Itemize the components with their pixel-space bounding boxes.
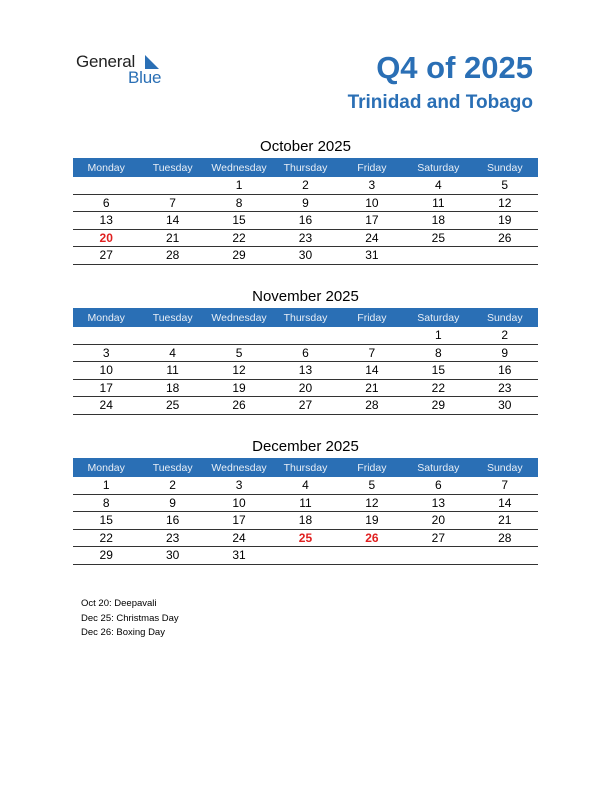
day-cell: 11 (139, 362, 205, 380)
weekday-header-row (73, 458, 538, 477)
weekday-header: Monday (73, 308, 139, 327)
empty-cell (405, 547, 471, 565)
day-cell: 31 (206, 547, 272, 565)
weekday-header: Saturday (405, 308, 471, 327)
empty-cell (405, 247, 471, 265)
day-cell: 17 (339, 212, 405, 230)
day-cell: 1 (206, 177, 272, 194)
weekday-header: Sunday (472, 308, 538, 327)
day-cell: 10 (73, 362, 139, 380)
day-cell: 8 (405, 344, 471, 362)
week-row (73, 477, 538, 494)
day-cell: 19 (339, 512, 405, 530)
day-cell: 23 (472, 379, 538, 397)
weekday-header: Tuesday (139, 458, 205, 477)
month-december (73, 436, 538, 565)
day-cell: 14 (339, 362, 405, 380)
weekday-header: Friday (339, 458, 405, 477)
day-cell: 12 (472, 194, 538, 212)
week-row (73, 362, 538, 380)
day-cell: 9 (472, 344, 538, 362)
week-row (73, 494, 538, 512)
week-row (73, 512, 538, 530)
empty-cell (472, 247, 538, 265)
day-cell: 2 (272, 177, 338, 194)
weekday-header: Saturday (405, 158, 471, 177)
day-cell: 7 (472, 477, 538, 494)
calendar-table (73, 308, 538, 415)
day-cell: 28 (139, 247, 205, 265)
weekday-header-row (73, 308, 538, 327)
day-cell: 7 (339, 344, 405, 362)
day-cell: 31 (339, 247, 405, 265)
day-cell: 24 (206, 529, 272, 547)
day-cell: 6 (272, 344, 338, 362)
day-cell: 15 (206, 212, 272, 230)
day-cell: 24 (339, 229, 405, 247)
day-cell: 19 (206, 379, 272, 397)
day-cell: 19 (472, 212, 538, 230)
day-cell: 5 (472, 177, 538, 194)
week-row (73, 247, 538, 265)
week-row (73, 529, 538, 547)
day-cell: 13 (272, 362, 338, 380)
day-cell: 2 (139, 477, 205, 494)
logo (76, 52, 186, 92)
weekday-header: Friday (339, 158, 405, 177)
day-cell: 29 (405, 397, 471, 415)
day-cell: 8 (73, 494, 139, 512)
weekday-header: Monday (73, 458, 139, 477)
weekday-header: Friday (339, 308, 405, 327)
logo-text-general: General (76, 52, 136, 71)
empty-cell (73, 327, 139, 344)
day-cell: 4 (405, 177, 471, 194)
day-cell: 15 (73, 512, 139, 530)
weekday-header: Sunday (472, 158, 538, 177)
week-row (73, 212, 538, 230)
day-cell: 23 (139, 529, 205, 547)
holiday-note: Dec 25: Christmas Day (81, 612, 179, 624)
day-cell: 30 (139, 547, 205, 565)
day-cell: 3 (206, 477, 272, 494)
day-cell: 11 (405, 194, 471, 212)
day-cell: 9 (139, 494, 205, 512)
day-cell: 1 (405, 327, 471, 344)
calendar-table (73, 158, 538, 265)
day-cell: 16 (139, 512, 205, 530)
day-cell: 27 (73, 247, 139, 265)
day-cell: 13 (405, 494, 471, 512)
empty-cell (339, 547, 405, 565)
day-cell: 27 (405, 529, 471, 547)
day-cell: 4 (139, 344, 205, 362)
logo-text-blue: Blue (128, 68, 162, 87)
weekday-header: Wednesday (206, 308, 272, 327)
day-cell: 18 (405, 212, 471, 230)
week-row (73, 229, 538, 247)
day-cell: 26 (472, 229, 538, 247)
day-cell: 13 (73, 212, 139, 230)
week-row (73, 397, 538, 415)
day-cell: 25 (405, 229, 471, 247)
day-cell: 21 (472, 512, 538, 530)
day-cell: 12 (206, 362, 272, 380)
day-cell: 7 (139, 194, 205, 212)
page-title: Q4 of 2025 (376, 50, 533, 85)
day-cell: 12 (339, 494, 405, 512)
day-cell: 10 (206, 494, 272, 512)
day-cell: 14 (472, 494, 538, 512)
day-cell: 26 (206, 397, 272, 415)
week-row (73, 547, 538, 565)
day-cell: 8 (206, 194, 272, 212)
day-cell: 24 (73, 397, 139, 415)
day-cell: 17 (206, 512, 272, 530)
day-cell: 14 (139, 212, 205, 230)
holiday-note: Oct 20: Deepavali (81, 598, 157, 609)
day-cell: 17 (73, 379, 139, 397)
empty-cell (139, 327, 205, 344)
day-cell: 9 (272, 194, 338, 212)
week-row (73, 194, 538, 212)
day-cell: 28 (339, 397, 405, 415)
day-cell: 29 (206, 247, 272, 265)
weekday-header: Wednesday (206, 158, 272, 177)
day-cell: 18 (272, 512, 338, 530)
day-cell: 5 (206, 344, 272, 362)
week-row (73, 379, 538, 397)
day-cell: 22 (73, 529, 139, 547)
empty-cell (272, 547, 338, 565)
day-cell: 6 (73, 194, 139, 212)
day-cell: 2 (472, 327, 538, 344)
day-cell: 25 (139, 397, 205, 415)
day-cell: 15 (405, 362, 471, 380)
month-title: October 2025 (260, 138, 351, 155)
day-cell: 29 (73, 547, 139, 565)
week-row (73, 344, 538, 362)
weekday-header: Thursday (272, 158, 338, 177)
day-cell: 10 (339, 194, 405, 212)
weekday-header: Monday (73, 158, 139, 177)
day-cell: 4 (272, 477, 338, 494)
holiday-notes (81, 597, 179, 641)
weekday-header-row (73, 158, 538, 177)
empty-cell (73, 177, 139, 194)
day-cell: 20 (272, 379, 338, 397)
empty-cell (472, 547, 538, 565)
weekday-header: Sunday (472, 458, 538, 477)
weekday-header: Tuesday (139, 158, 205, 177)
day-cell: 21 (339, 379, 405, 397)
empty-cell (339, 327, 405, 344)
day-cell: 23 (272, 229, 338, 247)
day-cell: 16 (472, 362, 538, 380)
day-cell: 3 (339, 177, 405, 194)
empty-cell (206, 327, 272, 344)
day-cell: 1 (73, 477, 139, 494)
day-cell: 21 (139, 229, 205, 247)
day-cell: 28 (472, 529, 538, 547)
day-cell: 20 (405, 512, 471, 530)
empty-cell (139, 177, 205, 194)
week-row (73, 327, 538, 344)
calendar-table (73, 458, 538, 565)
weekday-header: Wednesday (206, 458, 272, 477)
day-cell: 22 (206, 229, 272, 247)
holiday-note: Dec 26: Boxing Day (81, 627, 165, 638)
day-cell: 30 (472, 397, 538, 415)
day-cell: 27 (272, 397, 338, 415)
day-cell: 20 (73, 229, 139, 247)
month-november (73, 286, 538, 415)
day-cell: 30 (272, 247, 338, 265)
day-cell: 16 (272, 212, 338, 230)
day-cell: 11 (272, 494, 338, 512)
day-cell: 18 (139, 379, 205, 397)
day-cell: 6 (405, 477, 471, 494)
page-subtitle: Trinidad and Tobago (347, 92, 533, 113)
day-cell: 22 (405, 379, 471, 397)
month-title: December 2025 (252, 438, 359, 455)
day-cell: 3 (73, 344, 139, 362)
day-cell: 26 (339, 529, 405, 547)
weekday-header: Thursday (272, 458, 338, 477)
day-cell: 25 (272, 529, 338, 547)
weekday-header: Tuesday (139, 308, 205, 327)
week-row (73, 177, 538, 194)
day-cell: 5 (339, 477, 405, 494)
weekday-header: Thursday (272, 308, 338, 327)
month-october (73, 136, 538, 265)
weekday-header: Saturday (405, 458, 471, 477)
month-title: November 2025 (252, 288, 359, 305)
empty-cell (272, 327, 338, 344)
